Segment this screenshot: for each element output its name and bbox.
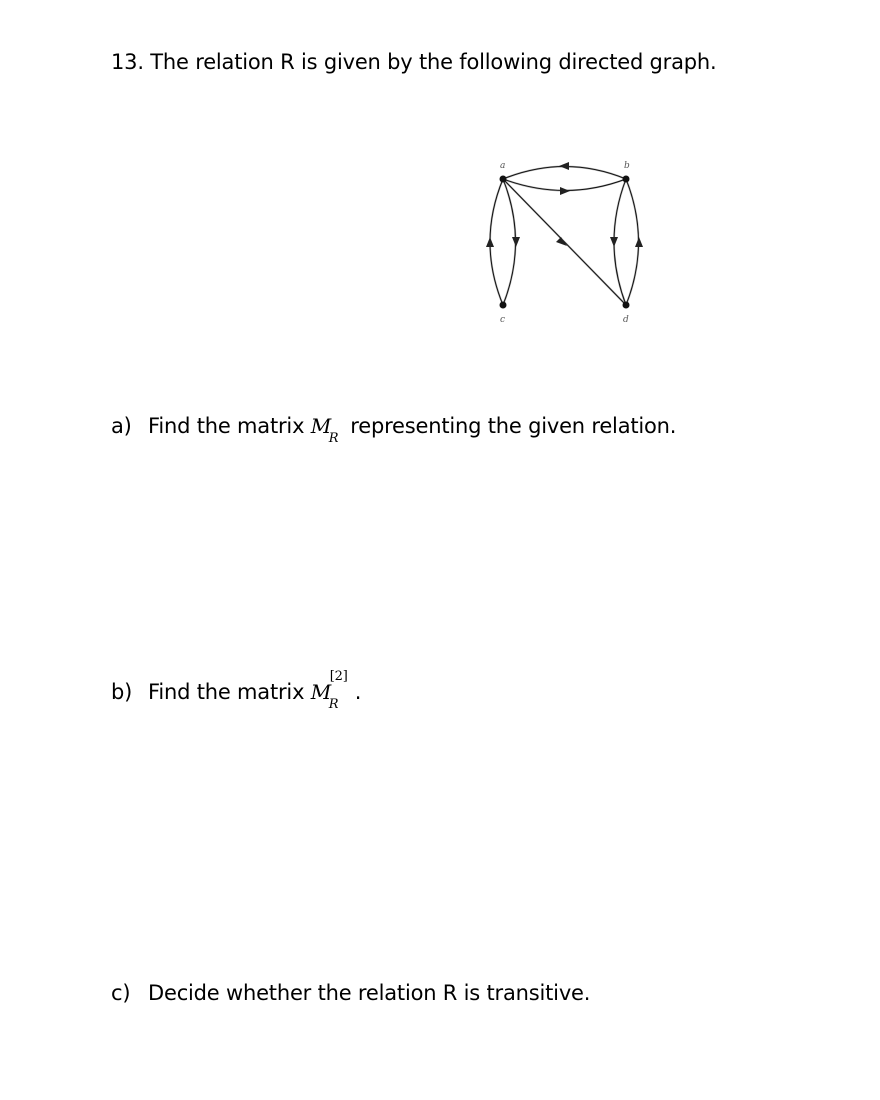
matrix-symbol-a-base: M	[310, 414, 332, 438]
part-a-text-before: Find the matrix	[148, 414, 305, 438]
arrow-b-d	[610, 237, 618, 247]
matrix-symbol-a-subscript: R	[328, 431, 339, 446]
arrow-d-b	[635, 237, 643, 247]
part-a-label: a)	[111, 414, 132, 438]
node-d	[623, 302, 630, 309]
arrow-c-a	[486, 237, 494, 247]
part-b	[111, 669, 362, 712]
matrix-symbol-b	[310, 669, 355, 712]
part-b-text-before: Find the matrix	[148, 680, 305, 704]
node-c	[500, 302, 507, 309]
part-c-label: c)	[111, 981, 131, 1005]
part-c-text: Decide whether the relation R is transitive.	[148, 981, 591, 1005]
node-label-c: c	[500, 315, 506, 325]
arrow-b-a	[559, 162, 569, 170]
arrow-a-b	[560, 187, 570, 195]
directed-graph	[462, 150, 652, 330]
matrix-symbol-b-base: M	[310, 680, 332, 704]
question-title	[111, 50, 717, 74]
node-a	[500, 176, 507, 183]
matrix-symbol-b-subscript: R	[328, 697, 339, 712]
part-a-text-after: representing the given relation.	[350, 414, 677, 438]
directed-graph-figure	[462, 150, 652, 330]
node-b	[623, 176, 630, 183]
matrix-symbol-b-superscript: [2]	[329, 669, 348, 684]
part-b-text-after: .	[354, 680, 362, 704]
part-c	[111, 981, 590, 1005]
node-label-b: b	[624, 161, 630, 171]
arrow-a-c	[512, 237, 520, 247]
part-b-label: b)	[111, 680, 133, 704]
node-label-d: d	[623, 315, 629, 325]
matrix-symbol-a	[310, 414, 344, 446]
node-label-a: a	[500, 161, 506, 171]
question-number: 13.	[111, 50, 144, 74]
part-a	[111, 414, 677, 446]
question-text: The relation R is given by the following directed graph.	[150, 50, 717, 74]
